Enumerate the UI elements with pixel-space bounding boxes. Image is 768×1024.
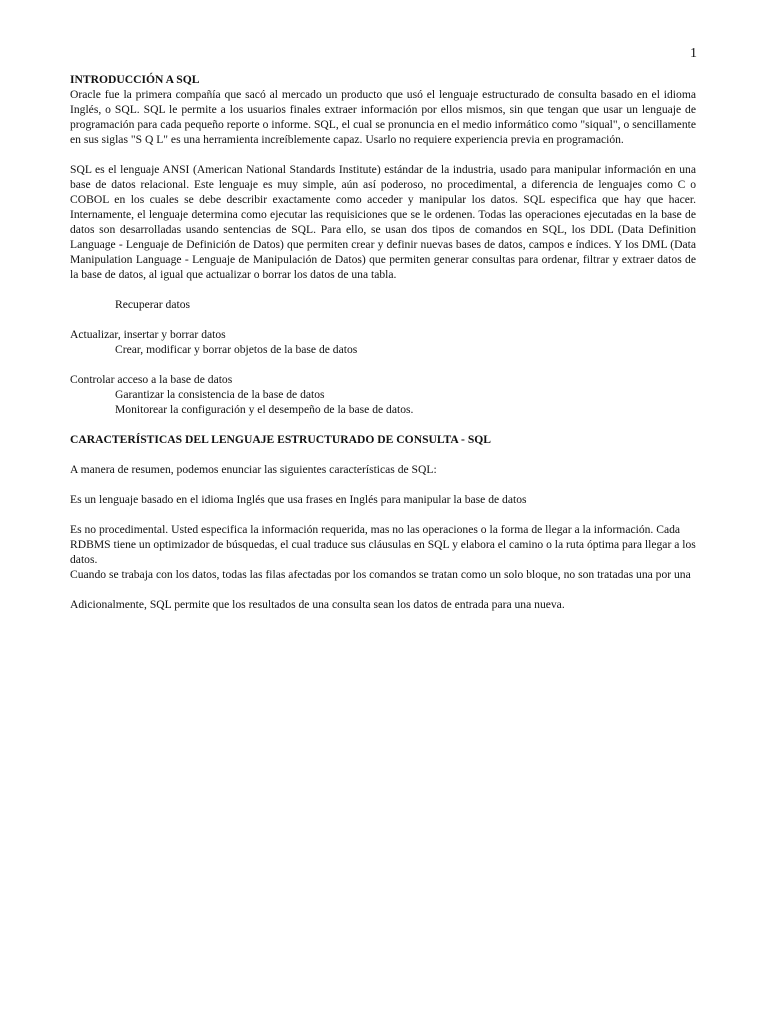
- feature-paragraph-adicionalmente: Adicionalmente, SQL permite que los resultados de una consulta sean los datos de entrada para una nueva.: [70, 598, 565, 611]
- list-item-controlar: Controlar acceso a la base de datos: [70, 373, 233, 386]
- summary-intro: A manera de resumen, podemos enunciar las siguientes características de SQL:: [70, 463, 437, 476]
- list-item-recuperar: Recuperar datos: [115, 298, 191, 311]
- list-item-monitorear: Monitorear la configuración y el desempeño de la base de datos.: [115, 403, 414, 416]
- feature-paragraph-ingles: Es un lenguaje basado en el idioma Inglés que usa frases en Inglés para manipular la base de datos: [70, 493, 527, 506]
- section-heading-introduccion: INTRODUCCIÓN A SQL: [70, 73, 200, 86]
- list-item-crear: Crear, modificar y borrar objetos de la base de datos: [115, 343, 358, 356]
- list-item-garantizar: Garantizar la consistencia de la base de datos: [115, 388, 325, 401]
- feature-paragraph-bloque: Cuando se trabaja con los datos, todas las filas afectadas por los comandos se tratan como un solo bloque, no son tratadas una por una: [70, 568, 691, 581]
- list-item-actualizar: Actualizar, insertar y borrar datos: [70, 328, 226, 341]
- page-number: 1: [690, 46, 697, 61]
- section-heading-caracteristicas: CARACTERÍSTICAS DEL LENGUAJE ESTRUCTURADO DE CONSULTA - SQL: [70, 433, 492, 446]
- intro-paragraph: Oracle fue la primera compañía que sacó al mercado un producto que usó el lenguaje estructurado de consulta basado en el idioma Inglés, o SQL. SQL le permite a los usuarios finales extraer información por ellos mismos, sin que tengan que usar un lenguaje de programación para cada pequeño reporte o informe. SQL, el cual se pronuncia en el medio informático como "siqual", o sencillamente en sus siglas "S Q L" es una herramienta increíblemente capaz. Usarlo no requiere experiencia previa en programación.: [70, 88, 696, 146]
- feature-paragraph-no-procedimental: Es no procedimental. Usted especifica la información requerida, mas no las operaciones o la forma de llegar a la información. Cada RDBMS tiene un optimizador de búsquedas, el cual traduce sus cláusulas en SQL y elabora el camino o la ruta óptima para llegar a los datos.: [70, 523, 696, 566]
- document-body: [70, 72, 696, 612]
- ansi-paragraph: SQL es el lenguaje ANSI (American National Standards Institute) estándar de la industria, usado para manipular información en una base de datos relacional. Este lenguaje es muy simple, aún así poderoso, no procedimental, a diferencia de lenguajes como C o COBOL en los cuales se debe describir exactamente como acceder y manipular los datos. SQL especifica que hay que hacer. Internamente, el lenguaje determina como ejecutar las requisiciones que se le ordenen. Todas las operaciones ejecutadas en la base de datos son desarrolladas usando sentencias de SQL. Para ello, se usan dos tipos de comandos en SQL, los DDL (Data Definition Language - Lenguaje de Definición de Datos) que permiten crear y definir nuevas bases de datos, campos e índices. Y los DML (Data Manipulation Language - Lenguaje de Manipulación de Datos) que permiten generar consultas para ordenar, filtrar y extraer datos de la base de datos, al igual que actualizar o borrar los datos de una tabla.: [70, 163, 696, 281]
